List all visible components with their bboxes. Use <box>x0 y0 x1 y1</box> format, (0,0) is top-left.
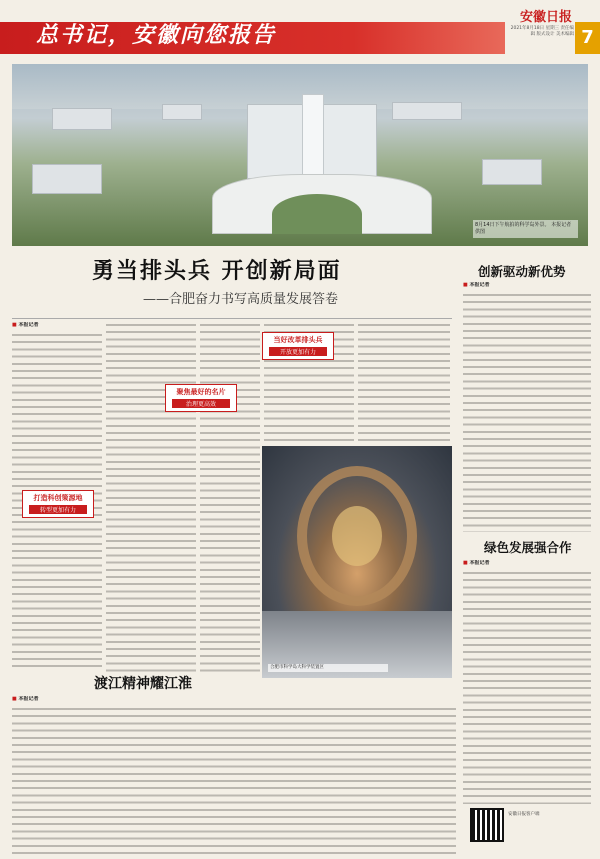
byline: ■ 本报记者 <box>463 282 591 289</box>
issue-meta: 2021年8月18日 星期三 责任编辑 版式设计 美术编辑 <box>510 26 574 37</box>
facility-photo <box>262 446 452 678</box>
aerial-photo <box>12 64 588 246</box>
qr-code-icon[interactable] <box>470 808 504 842</box>
section-title: 打造科创策源地 <box>33 494 83 502</box>
section-box <box>165 384 237 412</box>
section-headline: 创新驱动新优势 <box>478 264 566 279</box>
article-headline: 勇当排头兵 开创新局面 <box>92 258 342 284</box>
qr-label: 安徽日报客户端 <box>508 812 540 817</box>
article-subhead: ——合肥奋力书写高质量发展答卷 <box>143 292 339 307</box>
section-subtitle: 治理更高效 <box>172 399 230 408</box>
byline: ■ 本报记者 <box>12 322 102 329</box>
section-box <box>262 332 334 360</box>
page-number: 7 <box>575 22 600 54</box>
section-title: 聚焦最好的名片 <box>176 388 226 396</box>
river-article <box>12 696 456 854</box>
divider <box>456 64 457 854</box>
page-header <box>0 0 600 62</box>
section-headline: 绿色发展强合作 <box>484 540 572 555</box>
divider <box>12 318 452 319</box>
byline: ■ 本报记者 <box>463 560 591 567</box>
section-subtitle: 转型更加有力 <box>29 505 87 514</box>
article-column-5 <box>358 322 450 442</box>
article-column-3 <box>200 322 260 672</box>
river-headline: 渡江精神耀江淮 <box>94 676 192 692</box>
right-article-2 <box>463 560 591 804</box>
section-box <box>22 490 94 518</box>
section-title: 当好改革排头兵 <box>273 336 323 344</box>
byline: ■ 本报记者 <box>12 696 456 703</box>
photo-caption: 合肥市科学岛大科学装置区 <box>268 664 388 672</box>
photo-caption: 8月14日下午航拍的科学岛外景。 本报记者 供图 <box>473 220 578 238</box>
article-column-2 <box>106 322 196 672</box>
section-subtitle: 开放更加有力 <box>269 347 327 356</box>
page-title: 总书记，安徽向您报告 <box>36 22 277 48</box>
paper-logo: 安徽日报 <box>520 10 573 25</box>
right-article-1 <box>463 282 591 532</box>
